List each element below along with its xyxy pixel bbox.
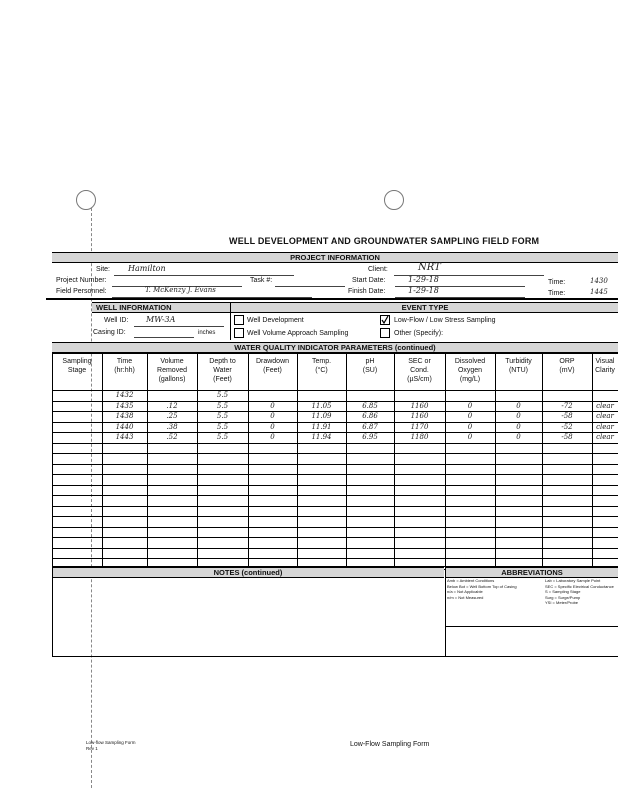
table-cell[interactable]: 0: [516, 401, 521, 410]
column-header: pH (SU): [362, 358, 378, 374]
abbreviation-item: S = Sampling Stage: [545, 589, 581, 594]
well-event-divider: [230, 302, 231, 340]
water-quality-header: WATER QUALITY INDICATOR PARAMETERS (continued): [52, 342, 618, 353]
notes-left-border: [52, 566, 53, 656]
checkbox-low-flow[interactable]: [380, 315, 390, 325]
table-row: [52, 464, 618, 465]
abbreviation-item: n/m = Not Measured: [447, 594, 484, 600]
table-cell[interactable]: 1160: [410, 412, 429, 420]
table-row: [52, 527, 618, 528]
well-id-field[interactable]: MW-3A: [146, 315, 176, 324]
well-id-label: Well ID:: [104, 317, 129, 324]
table-row: [52, 453, 618, 454]
column-header: Sampling Stage: [62, 358, 92, 374]
abbreviations-bottom-line: [446, 626, 618, 627]
table-cell[interactable]: -72: [561, 401, 573, 410]
table-cell[interactable]: clear: [596, 401, 614, 410]
site-field[interactable]: Hamilton: [128, 264, 166, 273]
table-row: [52, 506, 618, 507]
table-cell[interactable]: -58: [561, 433, 573, 441]
table-cell[interactable]: 1170: [410, 422, 429, 431]
table-row: [52, 485, 618, 486]
site-label: Site:: [96, 266, 111, 273]
table-cell[interactable]: .38: [166, 422, 178, 431]
abbreviations-left: [447, 578, 517, 600]
table-row: [52, 474, 618, 475]
notes-bottom-line: [52, 656, 618, 657]
section-divider-thick: [46, 298, 618, 300]
task-label: Task #:: [250, 277, 273, 284]
table-cell[interactable]: 0: [270, 401, 275, 410]
table-cell[interactable]: 0: [270, 422, 275, 431]
table-cell[interactable]: -52: [561, 422, 573, 431]
notes-area[interactable]: [52, 577, 444, 655]
water-quality-table: [52, 353, 618, 568]
checkbox-well-volume[interactable]: [234, 328, 244, 338]
finish-date-field[interactable]: 1-29-18: [408, 286, 439, 295]
table-cell[interactable]: 6.86: [362, 412, 378, 420]
table-cell[interactable]: 0: [516, 433, 521, 441]
table-cell[interactable]: 6.85: [362, 401, 378, 410]
table-cell[interactable]: 5.5: [216, 422, 229, 431]
abbreviation-item: n/a = Not Applicable: [447, 589, 483, 594]
punch-hole-right: [384, 190, 404, 210]
column-header: Volume Removed (gallons): [157, 358, 187, 383]
abbreviation-item: Amb = Ambient Conditions: [447, 578, 495, 583]
punch-hole-left: [76, 190, 96, 210]
column-header: Dissolved Oxygen (mg/L): [454, 358, 486, 383]
table-cell[interactable]: 0: [467, 412, 473, 420]
abbreviation-item: YSI = Meter/Probe: [545, 600, 579, 605]
start-date-field[interactable]: 1-29-18: [408, 275, 439, 284]
table-cell[interactable]: -58: [561, 412, 573, 420]
abbreviation-item: Lab = Laboratory Sample Point: [545, 578, 601, 583]
table-cell[interactable]: 1440: [115, 422, 134, 431]
start-date-label: Start Date:: [352, 277, 386, 284]
abbreviations-right: [545, 578, 614, 606]
abbreviation-item: Below Bot = Well Bottom Top of Casing: [447, 583, 517, 589]
casing-id-label: Casing ID:: [93, 329, 126, 336]
event-option-well-development: Well Development: [247, 317, 304, 324]
column-header: Temp. (°C): [311, 358, 332, 374]
table-cell[interactable]: 0: [270, 412, 275, 420]
column-header: Time (hr:hh): [114, 358, 135, 374]
time-label: Time:: [548, 279, 566, 286]
table-row: [52, 495, 618, 496]
event-option-well-volume: Well Volume Approach Sampling: [247, 330, 349, 337]
check-icon: [381, 316, 389, 324]
table-row: [52, 443, 618, 444]
column-header: Visual Clarity: [595, 358, 615, 374]
table-cell[interactable]: 11.05: [311, 401, 332, 410]
well-info-header: WELL INFORMATION: [92, 302, 232, 313]
site-underline: [114, 275, 294, 276]
table-cell[interactable]: 5.5: [216, 391, 229, 399]
table-cell[interactable]: 6.87: [362, 422, 378, 431]
table-cell[interactable]: .52: [166, 433, 178, 441]
well-id-underline: [134, 326, 224, 327]
table-cell[interactable]: .25: [166, 412, 178, 420]
table-cell[interactable]: 5.5: [216, 412, 229, 420]
table-cell[interactable]: 0: [270, 433, 275, 441]
event-type-header: EVENT TYPE: [232, 302, 618, 313]
table-cell[interactable]: 0: [516, 422, 521, 431]
table-cell[interactable]: 1432: [115, 391, 134, 399]
table-cell[interactable]: .12: [166, 401, 178, 410]
table-row: [52, 516, 618, 517]
abbreviations-header: ABBREVIATIONS: [446, 567, 618, 578]
finish-date-label: Finish Date:: [348, 288, 386, 295]
table-cell[interactable]: 1180: [410, 433, 429, 441]
casing-id-underline: [134, 337, 194, 338]
time-field[interactable]: 1430: [590, 277, 608, 285]
time2-label: Time:: [548, 290, 566, 297]
event-option-other: Other (Specify):: [394, 330, 444, 337]
field-personnel-field[interactable]: T. McKenzy J. Evans: [145, 286, 216, 294]
table-cell[interactable]: clear: [596, 433, 614, 441]
table-cell[interactable]: 1435: [115, 401, 134, 410]
table-cell[interactable]: 5.5: [216, 401, 229, 410]
table-cell[interactable]: 1160: [410, 401, 429, 410]
abbreviation-item: SEC = Specific Electrical Conductance: [545, 583, 614, 589]
table-cell[interactable]: 0: [467, 422, 473, 431]
column-header: ORP (mV): [559, 358, 575, 374]
table-cell[interactable]: clear: [596, 412, 614, 420]
table-cell[interactable]: 6.95: [362, 433, 378, 441]
checkbox-other[interactable]: [380, 328, 390, 338]
table-cell[interactable]: 5.5: [216, 433, 229, 441]
footer-center: Low-Flow Sampling Form: [350, 741, 430, 748]
notes-header: NOTES (continued): [52, 567, 444, 578]
abbreviation-item: Surg = Surge/Pump: [545, 594, 581, 600]
checkbox-well-development[interactable]: [234, 315, 244, 325]
project-number-label: Project Number:: [56, 277, 107, 284]
task-underline: [275, 286, 345, 287]
table-cell[interactable]: 0: [467, 433, 473, 441]
form-title: WELL DEVELOPMENT AND GROUNDWATER SAMPLING FIELD FORM: [229, 236, 540, 246]
client-field[interactable]: NRT: [418, 262, 441, 273]
table-cell[interactable]: 0: [467, 401, 473, 410]
field-personnel-label: Field Personnel:: [56, 288, 107, 295]
column-header: Turbidity (NTU): [505, 358, 532, 374]
table-cell[interactable]: 11.09: [311, 412, 332, 420]
project-info-header: PROJECT INFORMATION: [52, 252, 618, 263]
footer-left-2: Rev 1: [86, 746, 98, 751]
time2-field[interactable]: 1445: [590, 288, 608, 296]
table-row: [52, 537, 618, 538]
table-cell[interactable]: 1438: [115, 412, 134, 420]
table-cell[interactable]: 11.94: [311, 433, 332, 441]
table-row: [52, 548, 618, 549]
table-cell[interactable]: clear: [596, 422, 614, 431]
event-option-low-flow: Low-Flow / Low Stress Sampling: [394, 317, 496, 324]
casing-units: inches: [198, 330, 216, 336]
table-cell[interactable]: 11.91: [311, 422, 332, 431]
column-header: SEC or Cond. (µS/cm): [407, 358, 432, 383]
column-header: Depth to Water (Feet): [209, 358, 236, 383]
notes-abbr-divider: [445, 566, 446, 656]
table-cell[interactable]: 1443: [115, 433, 134, 441]
column-header: Drawdown (Feet): [255, 358, 290, 374]
table-row: [52, 558, 618, 559]
client-label: Client:: [368, 266, 388, 273]
footer-left-1: Low-flow Sampling Form: [86, 740, 136, 745]
table-cell[interactable]: 0: [516, 412, 521, 420]
